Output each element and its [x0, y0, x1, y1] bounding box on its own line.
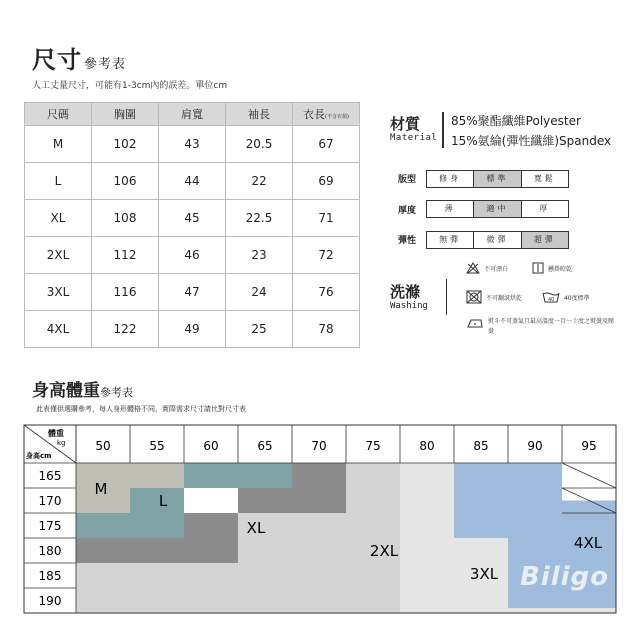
size-title: 尺寸 參考表 — [32, 46, 127, 74]
corner-kg-label: kg — [57, 439, 66, 447]
corner-weight-label: 體重 — [48, 429, 64, 438]
cell: 116 — [92, 274, 159, 311]
cell: 49 — [159, 311, 226, 348]
cell: 43 — [159, 126, 226, 163]
elasticity-option: 無彈 — [439, 235, 462, 244]
height-tick: 175 — [38, 519, 62, 533]
cell: 45 — [159, 200, 226, 237]
watermark: Biligo — [520, 562, 610, 592]
zone-2xl — [76, 563, 238, 613]
cell: M — [25, 126, 92, 163]
diag-line — [562, 463, 616, 488]
zone-2xl — [346, 463, 400, 513]
hw-note: 此表僅供選購參考，每人身形體格不同，實際需求尺寸請比對尺寸表 — [36, 405, 246, 413]
zone-label-3xl: 3XL — [469, 565, 499, 583]
cell: 22.5 — [226, 200, 293, 237]
zone-m — [76, 463, 184, 488]
weight-tick: 85 — [473, 439, 489, 453]
weight-tick: 55 — [149, 439, 165, 453]
washing-title: 洗滌 — [390, 283, 421, 301]
zone-3xl — [508, 608, 616, 613]
size-note: 人工丈量尺寸，可能有1-3cm內的誤差。單位cm — [32, 81, 228, 91]
cell: 3XL — [25, 274, 92, 311]
header-shoulder: 肩寬 — [159, 103, 226, 126]
cell: L — [25, 163, 92, 200]
cell: 106 — [92, 163, 159, 200]
thickness-option: 薄 — [444, 204, 456, 213]
cell: 2XL — [25, 237, 92, 274]
weight-tick: 80 — [419, 439, 435, 453]
cell: 71 — [293, 200, 360, 237]
weight-tick: 70 — [311, 439, 327, 453]
material-title-en: Material — [390, 133, 438, 143]
zone-4xl — [454, 463, 508, 538]
zone-4xl — [508, 463, 562, 538]
cell: 20.5 — [226, 126, 293, 163]
cell: 23 — [226, 237, 293, 274]
height-tick: 180 — [38, 544, 62, 558]
wash-label: 懸掛晾乾 — [548, 265, 573, 273]
zone-xl — [184, 513, 238, 538]
thickness-option-selected: 適中 — [473, 201, 520, 217]
weight-tick: 90 — [527, 439, 543, 453]
cell: 76 — [293, 274, 360, 311]
hw-title: 身高體重參考表 — [32, 381, 133, 401]
header-sleeve: 袖長 — [226, 103, 293, 126]
cell: 78 — [293, 311, 360, 348]
thickness-label: 厚度 — [398, 206, 417, 216]
weight-tick: 65 — [257, 439, 273, 453]
cell: 67 — [293, 126, 360, 163]
fit-option: 寬鬆 — [521, 171, 568, 187]
wash-label: 熨斗不可蒸氣且最高溫度一百一十度之熨燙及壓燙 — [488, 318, 615, 335]
cell: 4XL — [25, 311, 92, 348]
weight-tick: 95 — [581, 439, 597, 453]
cell: 72 — [293, 237, 360, 274]
material-line-1: 85%聚酯纖維Polyester — [451, 114, 581, 128]
cell: 44 — [159, 163, 226, 200]
cell: 47 — [159, 274, 226, 311]
elasticity-option: 微彈 — [473, 232, 520, 248]
fit-option: 修身 — [439, 174, 462, 183]
svg-text:40: 40 — [548, 297, 555, 303]
cell: 122 — [92, 311, 159, 348]
zone-label-m: M — [94, 480, 108, 498]
size-subtitle: 參考表 — [84, 57, 127, 72]
cell: 108 — [92, 200, 159, 237]
zone-l — [130, 488, 184, 513]
material-line-2: 15%氨綸(彈性纖維)Spandex — [451, 134, 612, 148]
cell: XL — [25, 200, 92, 237]
header-length-note: (不含衣領) — [325, 114, 349, 120]
cell: 25 — [226, 311, 293, 348]
cell: 102 — [92, 126, 159, 163]
zone-label-4xl: 4XL — [573, 534, 603, 552]
corner-height-label: 身高cm — [26, 452, 52, 460]
elasticity-option-selected: 超彈 — [521, 232, 568, 248]
wash-label: 不可漂白 — [484, 265, 509, 273]
zone-xl — [238, 488, 292, 513]
weight-tick: 60 — [203, 439, 219, 453]
zone-label-xl: XL — [246, 519, 266, 537]
wash-label: 不可翻滾烘乾 — [486, 294, 523, 302]
cell: 46 — [159, 237, 226, 274]
cell: 69 — [293, 163, 360, 200]
height-tick: 190 — [38, 594, 62, 608]
header-chest: 胸圍 — [92, 103, 159, 126]
zone-l — [184, 463, 292, 488]
fit-label: 版型 — [398, 175, 417, 185]
weight-tick: 75 — [365, 439, 381, 453]
zone-xl — [292, 463, 346, 513]
elasticity-label: 彈性 — [398, 236, 417, 246]
zone-label-l: L — [158, 492, 168, 510]
zone-l — [76, 513, 184, 538]
cell: 22 — [226, 163, 293, 200]
cell: 112 — [92, 237, 159, 274]
washing-title-en: Washing — [390, 301, 428, 311]
height-tick: 185 — [38, 569, 62, 583]
zone-label-2xl: 2XL — [369, 542, 399, 560]
height-tick: 170 — [38, 494, 62, 508]
header-length: 衣長(不含衣領) — [293, 103, 360, 126]
material-title: 材質 — [390, 115, 421, 133]
header-size: 尺碼 — [25, 103, 92, 126]
zone-xl — [76, 538, 238, 563]
wash-label: 40度標準 — [564, 294, 590, 302]
height-tick: 165 — [38, 469, 62, 483]
thickness-option: 厚 — [521, 201, 568, 217]
weight-tick: 50 — [95, 439, 111, 453]
cell: 24 — [226, 274, 293, 311]
fit-option-selected: 標準 — [473, 171, 520, 187]
hw-subtitle: 參考表 — [100, 386, 133, 399]
